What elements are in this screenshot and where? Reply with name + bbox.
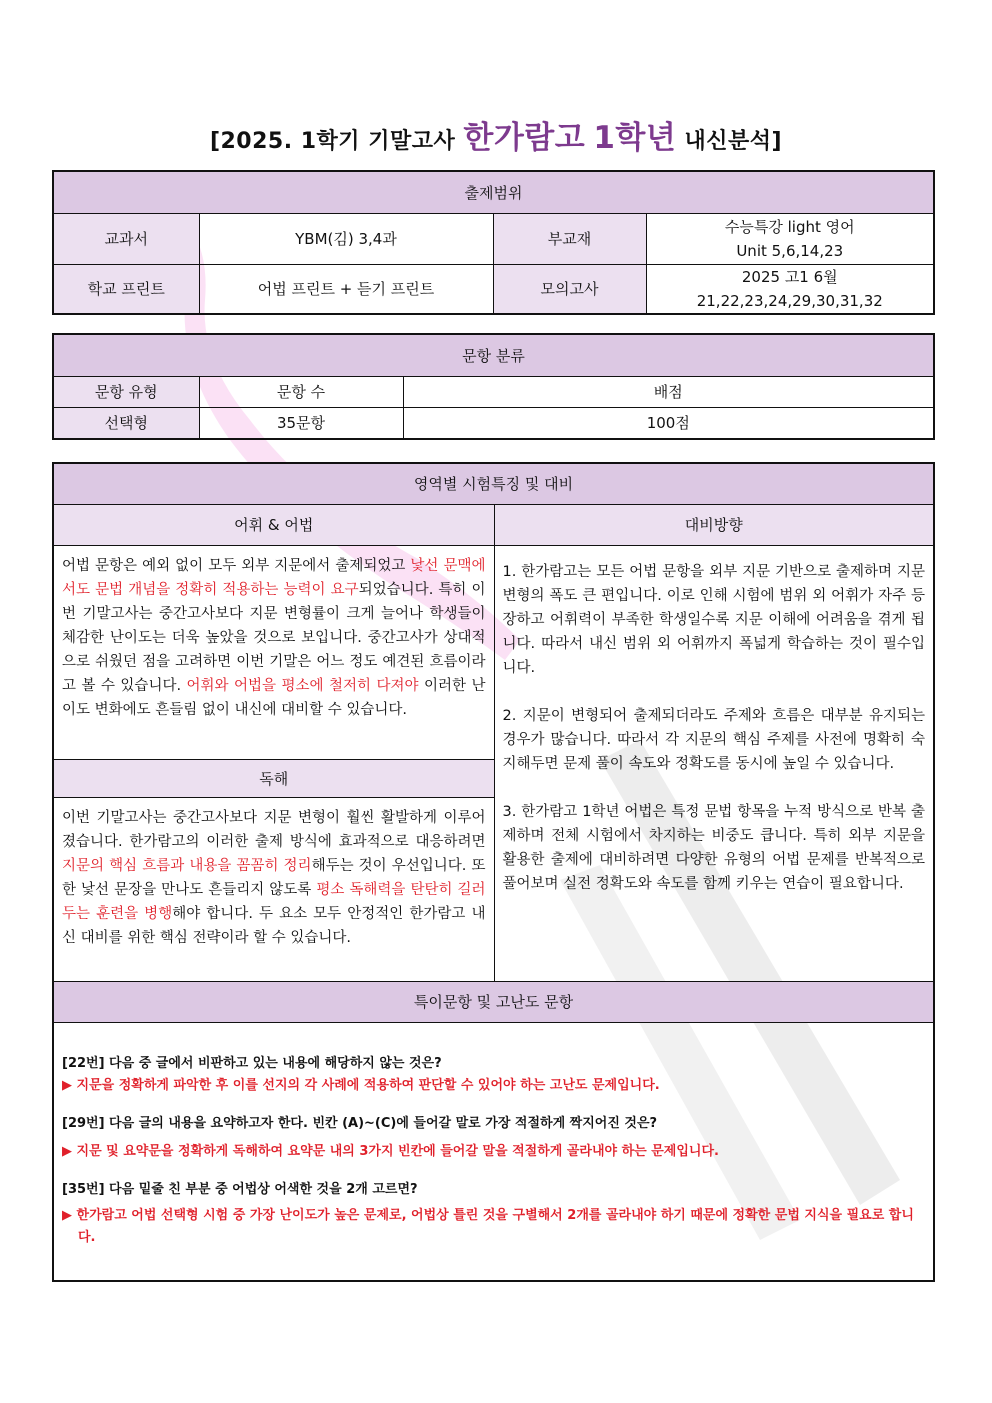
mock-line2: 21,22,23,24,29,30,31,32 (696, 291, 883, 310)
special-items (53, 1022, 934, 1281)
strategy-text (494, 545, 934, 981)
reading-text-emphasis-1: 지문의 핵심 흐름과 내용을 꼼꼼히 정리 (62, 857, 312, 874)
vocab-grammar-header: 어휘 & 어법 (53, 504, 494, 545)
count-cell: 35문항 (199, 407, 403, 439)
strategy-item-1: 1. 한가람고는 모든 어법 문항을 외부 지문 기반으로 출제하며 지문 변형의 폭도 큰 편입니다. 이로 인해 시험에 범위 외 어휘가 자주 등장하고 어휘력이 부족한 학생일수록 지문 이해에 어려움을 겪게 됩니다. 따라서 내신 범위 외 어휘까지 폭넓게 학습하는 것이 필수입니다. (502, 563, 925, 676)
special-header: 특이문항 및 고난도 문항 (53, 981, 934, 1022)
strategy-item-2: 2. 지문이 변형되어 출제되더라도 주제와 흐름은 대부분 유지되는 경우가 많습니다. 따라서 각 지문의 핵심 주제를 사전에 명확히 숙지해두면 문제 풀이 속도와 정확도를 동시에 높일 수 있습니다. (502, 707, 925, 772)
reading-text (53, 797, 494, 981)
title-grade: 1학년 (593, 120, 677, 156)
textbook-label: 교과서 (53, 213, 199, 264)
reading-text-3: 해야 합니다. 두 요소 모두 안정적인 한가람고 내신 대비를 위한 핵심 전략이라 할 수 있습니다. (62, 905, 486, 946)
type-col-header: 문항 유형 (53, 376, 199, 407)
score-col-header: 배점 (403, 376, 934, 407)
special-item (62, 1179, 925, 1249)
title-suffix: 내신분석] (676, 129, 783, 154)
type-cell: 선택형 (53, 407, 199, 439)
textbook-value: YBM(김) 3,4과 (199, 213, 493, 264)
vocab-text-3: 이러한 난이도 변화에도 흔들림 없이 내신에 대비할 수 있습니다. (62, 677, 486, 718)
scope-table (52, 170, 935, 315)
score-cell: 100점 (403, 407, 934, 439)
classification-header: 문항 분류 (53, 334, 934, 376)
title-prefix: [2025. 1학기 기말고사 (209, 129, 464, 154)
special-answer: ▶ 지문을 정확하게 파악한 후 이를 선지의 각 사례에 적용하여 판단할 수 있어야 하는 고난도 문제입니다. (62, 1077, 660, 1093)
mock-label: 모의고사 (493, 264, 646, 314)
strategy-header: 대비방향 (494, 504, 934, 545)
special-answer: ▶ 지문 및 요약문을 정확하게 독해하여 요약문 내의 3가지 빈칸에 들어갈 말을 적절하게 골라내야 하는 문제입니다. (62, 1143, 719, 1159)
classification-table (52, 333, 935, 440)
strategy-item-3: 3. 한가람고 1학년 어법은 특정 문법 항목을 누적 방식으로 반복 출제하며 전체 시험에서 차지하는 비중도 큽니다. 특히 외부 지문을 활용한 출제에 대비하려면 다양한 유형의 어법 문제를 반복적으로 풀어보며 실전 정확도와 속도를 함께 키우는 연습이 필요합니다. (502, 803, 925, 892)
reading-text-2: 해두는 것이 우선입니다. 또한 낯선 문장을 만나도 흔들리지 않도록 (62, 857, 486, 898)
scope-header: 출제범위 (53, 171, 934, 213)
analysis-header: 영역별 시험특징 및 대비 (53, 463, 934, 504)
special-question: [29번] 다음 글의 내용을 요약하고자 한다. 빈칸 (A)~(C)에 들어갈 말로 가장 적절하게 짝지어진 것은? (62, 1115, 658, 1131)
subtext-line1: 수능특강 light 영어 (724, 217, 855, 236)
print-label: 학교 프린트 (53, 264, 199, 314)
title-school: 한가람고 (463, 120, 586, 156)
count-col-header: 문항 수 (199, 376, 403, 407)
subtext-line2: Unit 5,6,14,23 (736, 241, 844, 260)
vocab-text-2: 되었습니다. 특히 이번 기말고사는 중간고사보다 지문 변형률이 크게 늘어나 학생들이 체감한 난이도는 더욱 높았을 것으로 보입니다. 중간고사가 상대적으로 쉬웠던 점을 고려하면 이번 기말은 어느 정도 예견된 흐름이라고 볼 수 있습니다. (62, 581, 486, 694)
special-answer: ▶ 한가람고 어법 선택형 시험 중 가장 난이도가 높은 문제로, 어법상 틀린 것을 구별해서 2개를 골라내야 하기 때문에 정확한 문법 지식을 필요로 합니다. (62, 1207, 914, 1245)
subtext-value (646, 213, 934, 264)
vocab-text-1: 어법 문항은 예외 없이 모두 외부 지문에서 출제되었고 (62, 557, 411, 574)
mock-line1: 2025 고1 6월 (741, 267, 838, 286)
page-title (0, 112, 992, 157)
special-question: [22번] 다음 중 글에서 비판하고 있는 내용에 해당하지 않는 것은? (62, 1055, 442, 1071)
print-value: 어법 프린트 + 듣기 프린트 (199, 264, 493, 314)
vocab-grammar-text (53, 545, 494, 759)
reading-text-1: 이번 기말고사는 중간고사보다 지문 변형이 훨씬 활발하게 이루어졌습니다. 한가람고의 이러한 출제 방식에 효과적으로 대응하려면 (62, 809, 486, 850)
analysis-table (52, 462, 935, 1282)
special-question: [35번] 다음 밑줄 친 부분 중 어법상 어색한 것을 2개 고르면? (62, 1181, 418, 1197)
reading-text-emphasis-2: 평소 독해력을 탄탄히 길러두는 훈련을 병행 (62, 881, 486, 922)
vocab-text-emphasis-1: 낯선 문맥에서도 문법 개념을 정확히 적용하는 능력이 요구 (62, 557, 486, 598)
mock-value (646, 264, 934, 314)
special-item (62, 1113, 925, 1163)
reading-header: 독해 (53, 759, 494, 797)
subtext-label: 부교재 (493, 213, 646, 264)
vocab-text-emphasis-2: 어휘와 어법을 평소에 철저히 다져야 (186, 677, 419, 694)
special-item (62, 1053, 925, 1097)
